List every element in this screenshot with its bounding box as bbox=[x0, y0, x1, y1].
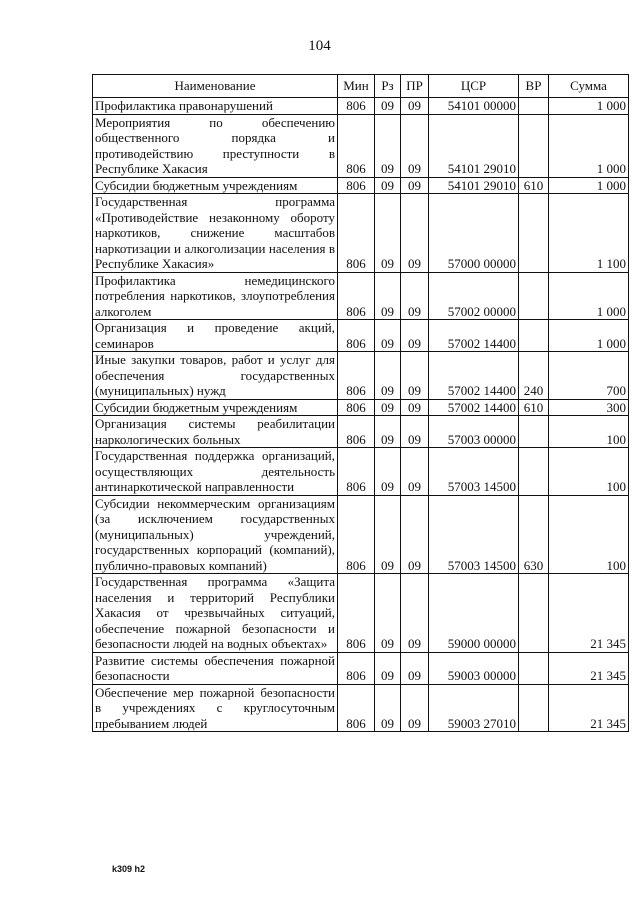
cell-csr: 54101 29010 bbox=[429, 177, 519, 194]
cell-rz: 09 bbox=[375, 652, 401, 684]
cell-name: Мероприятия по обеспечению общественного порядка и противодействию преступности в Республике Хакасия bbox=[93, 114, 338, 177]
cell-csr: 57000 00000 bbox=[429, 194, 519, 273]
cell-min: 806 bbox=[338, 495, 375, 574]
cell-csr: 57002 00000 bbox=[429, 272, 519, 320]
cell-csr: 57003 14500 bbox=[429, 448, 519, 496]
table-row bbox=[93, 684, 629, 732]
table-row bbox=[93, 98, 629, 115]
cell-pr: 09 bbox=[401, 399, 429, 416]
table-row bbox=[93, 194, 629, 273]
cell-sum: 21 345 bbox=[549, 652, 629, 684]
cell-sum: 100 bbox=[549, 416, 629, 448]
cell-name: Иные закупки товаров, работ и услуг для обеспечения государственных (муниципальных) нужд bbox=[93, 352, 338, 400]
cell-vr bbox=[519, 448, 549, 496]
header-vr: ВР bbox=[519, 75, 549, 98]
cell-rz: 09 bbox=[375, 194, 401, 273]
cell-name: Развитие системы обеспечения пожарной безопасности bbox=[93, 652, 338, 684]
cell-min: 806 bbox=[338, 652, 375, 684]
table-row bbox=[93, 272, 629, 320]
cell-pr: 09 bbox=[401, 652, 429, 684]
cell-sum: 1 000 bbox=[549, 114, 629, 177]
cell-sum: 100 bbox=[549, 495, 629, 574]
cell-rz: 09 bbox=[375, 272, 401, 320]
cell-name: Организация и проведение акций, семинаров bbox=[93, 320, 338, 352]
cell-vr bbox=[519, 574, 549, 653]
cell-vr bbox=[519, 194, 549, 273]
cell-rz: 09 bbox=[375, 352, 401, 400]
cell-min: 806 bbox=[338, 416, 375, 448]
table-row bbox=[93, 416, 629, 448]
cell-pr: 09 bbox=[401, 574, 429, 653]
cell-min: 806 bbox=[338, 574, 375, 653]
cell-min: 806 bbox=[338, 399, 375, 416]
cell-rz: 09 bbox=[375, 98, 401, 115]
cell-vr: 610 bbox=[519, 177, 549, 194]
table-row bbox=[93, 114, 629, 177]
cell-sum: 300 bbox=[549, 399, 629, 416]
cell-rz: 09 bbox=[375, 574, 401, 653]
cell-sum: 21 345 bbox=[549, 574, 629, 653]
cell-vr bbox=[519, 652, 549, 684]
page-number: 104 bbox=[308, 38, 331, 54]
cell-vr bbox=[519, 320, 549, 352]
cell-rz: 09 bbox=[375, 399, 401, 416]
cell-pr: 09 bbox=[401, 495, 429, 574]
cell-csr: 57002 14400 bbox=[429, 352, 519, 400]
cell-name: Организация системы реабилитации наркологических больных bbox=[93, 416, 338, 448]
table-header-row bbox=[93, 75, 629, 98]
cell-csr: 59003 00000 bbox=[429, 652, 519, 684]
cell-csr: 54101 29010 bbox=[429, 114, 519, 177]
cell-csr: 59003 27010 bbox=[429, 684, 519, 732]
cell-name: Обеспечение мер пожарной безопасности в учреждениях с круглосуточным пребыванием людей bbox=[93, 684, 338, 732]
cell-vr bbox=[519, 114, 549, 177]
cell-min: 806 bbox=[338, 114, 375, 177]
cell-min: 806 bbox=[338, 177, 375, 194]
cell-sum: 1 000 bbox=[549, 98, 629, 115]
header-name: Наименование bbox=[93, 75, 338, 98]
cell-csr: 57003 00000 bbox=[429, 416, 519, 448]
table-row bbox=[93, 399, 629, 416]
cell-pr: 09 bbox=[401, 114, 429, 177]
cell-name: Государственная поддержка организаций, осуществляющих деятельность антинаркотической направленности bbox=[93, 448, 338, 496]
cell-rz: 09 bbox=[375, 448, 401, 496]
cell-pr: 09 bbox=[401, 194, 429, 273]
cell-pr: 09 bbox=[401, 272, 429, 320]
footer-code: k309 h2 bbox=[112, 864, 146, 874]
cell-rz: 09 bbox=[375, 495, 401, 574]
cell-vr bbox=[519, 272, 549, 320]
cell-name: Государственная программа «Защита населения и территорий Республики Хакасия от чрезвычайных ситуаций, обеспечение пожарной безопасности и безопасности людей на водных объектах» bbox=[93, 574, 338, 653]
table-row bbox=[93, 448, 629, 496]
table-row bbox=[93, 574, 629, 653]
table-row bbox=[93, 320, 629, 352]
cell-pr: 09 bbox=[401, 98, 429, 115]
cell-sum: 21 345 bbox=[549, 684, 629, 732]
cell-name: Субсидии некоммерческим организациям (за исключением государственных (муниципальных) учреждений, государственных корпораций (компаний), публично-правовых компаний) bbox=[93, 495, 338, 574]
header-min: Мин bbox=[338, 75, 375, 98]
cell-name: Профилактика немедицинского потребления наркотиков, злоупотребления алкоголем bbox=[93, 272, 338, 320]
cell-name: Субсидии бюджетным учреждениям bbox=[93, 399, 338, 416]
cell-pr: 09 bbox=[401, 177, 429, 194]
cell-min: 806 bbox=[338, 272, 375, 320]
cell-pr: 09 bbox=[401, 352, 429, 400]
cell-csr: 57003 14500 bbox=[429, 495, 519, 574]
header-sum: Сумма bbox=[549, 75, 629, 98]
header-csr: ЦСР bbox=[429, 75, 519, 98]
cell-min: 806 bbox=[338, 684, 375, 732]
cell-rz: 09 bbox=[375, 684, 401, 732]
header-pr: ПР bbox=[401, 75, 429, 98]
cell-vr: 240 bbox=[519, 352, 549, 400]
budget-table bbox=[92, 74, 629, 732]
cell-vr bbox=[519, 416, 549, 448]
cell-sum: 100 bbox=[549, 448, 629, 496]
cell-rz: 09 bbox=[375, 320, 401, 352]
cell-sum: 1 000 bbox=[549, 177, 629, 194]
cell-min: 806 bbox=[338, 320, 375, 352]
table-row bbox=[93, 352, 629, 400]
cell-sum: 1 000 bbox=[549, 272, 629, 320]
cell-csr: 59000 00000 bbox=[429, 574, 519, 653]
cell-sum: 700 bbox=[549, 352, 629, 400]
cell-name: Субсидии бюджетным учреждениям bbox=[93, 177, 338, 194]
cell-pr: 09 bbox=[401, 684, 429, 732]
cell-min: 806 bbox=[338, 98, 375, 115]
table-row bbox=[93, 177, 629, 194]
table-row bbox=[93, 652, 629, 684]
cell-name: Государственная программа «Противодействие незаконному обороту наркотиков, снижение масштабов наркотизации и алкоголизации населения в Республике Хакасия» bbox=[93, 194, 338, 273]
cell-sum: 1 000 bbox=[549, 320, 629, 352]
cell-sum: 1 100 bbox=[549, 194, 629, 273]
cell-vr bbox=[519, 98, 549, 115]
cell-csr: 57002 14400 bbox=[429, 399, 519, 416]
cell-vr: 630 bbox=[519, 495, 549, 574]
header-rz: Рз bbox=[375, 75, 401, 98]
cell-csr: 54101 00000 bbox=[429, 98, 519, 115]
cell-min: 806 bbox=[338, 194, 375, 273]
cell-rz: 09 bbox=[375, 114, 401, 177]
cell-vr bbox=[519, 684, 549, 732]
cell-csr: 57002 14400 bbox=[429, 320, 519, 352]
cell-pr: 09 bbox=[401, 416, 429, 448]
table-row bbox=[93, 495, 629, 574]
cell-name: Профилактика правонарушений bbox=[93, 98, 338, 115]
table-body bbox=[93, 98, 629, 732]
cell-min: 806 bbox=[338, 352, 375, 400]
cell-pr: 09 bbox=[401, 448, 429, 496]
cell-rz: 09 bbox=[375, 177, 401, 194]
cell-vr: 610 bbox=[519, 399, 549, 416]
cell-rz: 09 bbox=[375, 416, 401, 448]
cell-pr: 09 bbox=[401, 320, 429, 352]
cell-min: 806 bbox=[338, 448, 375, 496]
